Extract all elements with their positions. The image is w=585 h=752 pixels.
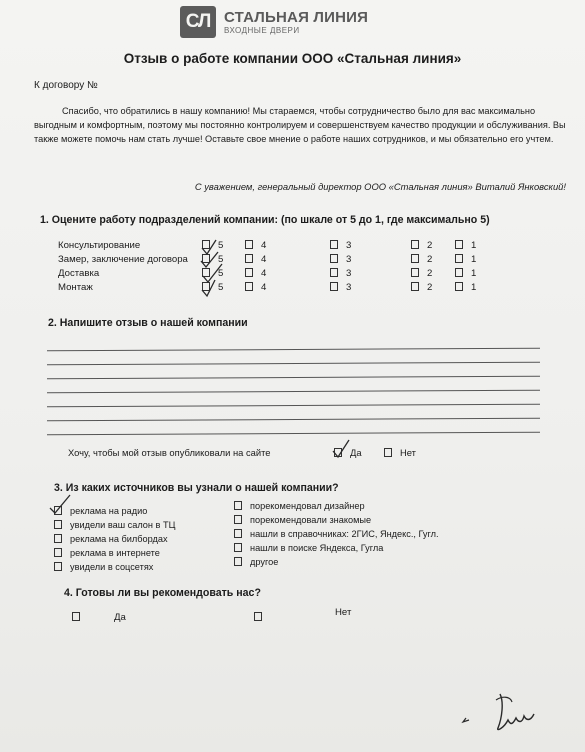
logo-text — [224, 10, 368, 35]
review-line[interactable] — [47, 404, 540, 408]
q2-title: 2. Напишите отзыв о нашей компании — [48, 317, 248, 329]
checkbox[interactable] — [234, 543, 242, 552]
review-line[interactable] — [47, 376, 540, 380]
rating-option-2[interactable]: 2 — [411, 268, 432, 279]
q4-title: 4. Готовы ли вы рекомендовать нас? — [64, 587, 261, 599]
checkbox[interactable] — [411, 254, 419, 263]
check-mark — [333, 440, 349, 457]
rating-option-5[interactable]: 5 — [202, 268, 223, 279]
checkbox[interactable] — [455, 268, 463, 277]
checkbox[interactable] — [245, 282, 253, 291]
source-option[interactable]: реклама в интернете — [54, 548, 160, 558]
rating-option-2[interactable]: 2 — [411, 240, 432, 251]
review-line[interactable] — [47, 348, 540, 352]
rating-option-4[interactable]: 4 — [245, 282, 266, 293]
check-mark — [201, 252, 218, 267]
checkbox[interactable] — [245, 240, 253, 249]
page-title: Отзыв о работе компании ООО «Стальная линия» — [123, 51, 462, 66]
checkbox[interactable] — [245, 254, 253, 263]
publish-question: Хочу, чтобы мой отзыв опубликовали на сайте — [68, 447, 271, 458]
source-option[interactable]: реклама на билбордах — [54, 534, 168, 544]
rating-option-3[interactable]: 3 — [330, 254, 351, 265]
source-option[interactable]: реклама на радио — [54, 506, 147, 516]
rating-option-1[interactable]: 1 — [455, 254, 476, 265]
checkbox[interactable] — [254, 612, 262, 621]
rating-option-1[interactable]: 1 — [455, 268, 476, 279]
checkbox[interactable] — [384, 448, 392, 457]
source-option[interactable]: увидели в соцсетях — [54, 562, 153, 572]
checkbox[interactable] — [411, 240, 419, 249]
checkbox[interactable] — [411, 282, 419, 291]
rating-option-3[interactable]: 3 — [330, 268, 351, 279]
check-mark — [50, 495, 70, 513]
rating-option-2[interactable]: 2 — [411, 254, 432, 265]
rating-option-2[interactable]: 2 — [411, 282, 432, 293]
checkbox[interactable] — [330, 282, 338, 291]
checkbox[interactable] — [54, 520, 62, 529]
source-option[interactable]: другое — [234, 557, 278, 567]
company-logo — [180, 6, 368, 38]
checkbox[interactable] — [72, 612, 80, 621]
rating-row-label: Доставка — [58, 268, 100, 279]
review-line[interactable] — [47, 432, 540, 436]
checkbox[interactable] — [330, 254, 338, 263]
source-option[interactable]: нашли в справочниках: 2ГИС, Яндекс., Гугл. — [234, 529, 439, 539]
handwritten-checkmark-publish — [330, 437, 354, 459]
check-mark — [202, 240, 216, 254]
rating-option-1[interactable]: 1 — [455, 282, 476, 293]
director-signature-line: С уважением, генеральный директор ООО «Стальная линия» Виталий Янковский! — [194, 181, 566, 192]
checkbox[interactable] — [234, 515, 242, 524]
rating-option-3[interactable]: 3 — [330, 282, 351, 293]
rating-row-label: Замер, заключение договора — [58, 254, 188, 265]
rating-option-1[interactable]: 1 — [455, 240, 476, 251]
recommend-yes-label: Да — [114, 612, 126, 623]
source-option[interactable]: увидели ваш салон в ТЦ — [54, 520, 175, 530]
rating-option-4[interactable]: 4 — [245, 240, 266, 251]
review-line[interactable] — [47, 390, 540, 394]
checkbox[interactable] — [245, 268, 253, 277]
recommend-no-label: Нет — [335, 607, 352, 618]
checkbox[interactable] — [411, 268, 419, 277]
rating-row-label: Монтаж — [58, 282, 93, 293]
checkbox[interactable] — [54, 548, 62, 557]
contract-label: К договору № — [34, 80, 98, 91]
checkbox[interactable] — [234, 529, 242, 538]
rating-option-5[interactable]: 5 — [202, 240, 223, 251]
checkbox[interactable] — [234, 557, 242, 566]
rating-option-4[interactable]: 4 — [245, 268, 266, 279]
recommend-no-checkbox[interactable] — [254, 612, 270, 623]
rating-option-4[interactable]: 4 — [245, 254, 266, 265]
handwritten-checkmarks-q1 — [196, 234, 230, 298]
review-line[interactable] — [47, 418, 540, 422]
publish-no-option[interactable]: Нет — [384, 447, 416, 458]
checkbox[interactable] — [330, 240, 338, 249]
logo-subtitle: ВХОДНЫЕ ДВЕРИ — [224, 25, 300, 35]
logo-name: СТАЛЬНАЯ ЛИНИЯ — [224, 8, 369, 26]
checkbox[interactable] — [455, 254, 463, 263]
source-option[interactable]: нашли в поиске Яндекса, Гугла — [234, 543, 383, 553]
rating-option-5[interactable]: 5 — [202, 282, 223, 293]
checkbox[interactable] — [54, 534, 62, 543]
source-option[interactable]: порекомендовали знакомые — [234, 515, 371, 525]
rating-option-5[interactable]: 5 — [202, 254, 223, 265]
recommend-yes-checkbox[interactable] — [72, 612, 88, 623]
review-line[interactable] — [47, 362, 540, 366]
rating-row-label: Консультирование — [58, 240, 141, 251]
publish-yes-option[interactable]: Да — [334, 447, 362, 458]
logo-mark: СЛ — [180, 6, 216, 38]
intro-paragraph: Спасибо, что обратились в нашу компанию! Мы стараемся, чтобы сотрудничество было для вас максимально выгодным и комфортным, поэтому мы постоянно контролируем и совершенствуем качество продукции и обслуживания. Вы также можете помочь нам стать лучше! Оставьте свое мнение о работе наших сотрудников, и мы обязательно его учтем. — [34, 106, 566, 144]
handwritten-checkmark-source — [46, 493, 74, 517]
checkbox[interactable] — [455, 282, 463, 291]
handwritten-signature — [460, 688, 550, 738]
intro-text — [34, 104, 579, 146]
checkbox[interactable] — [234, 501, 242, 510]
rating-option-3[interactable]: 3 — [330, 240, 351, 251]
q1-title: 1. Оцените работу подразделений компании: (по шкале от 5 до 1, где максимально 5) — [40, 214, 490, 226]
checkbox[interactable] — [455, 240, 463, 249]
checkbox[interactable] — [330, 268, 338, 277]
q3-title: 3. Из каких источников вы узнали о нашей компании? — [54, 482, 339, 494]
source-option[interactable]: порекомендовал дизайнер — [234, 501, 365, 511]
checkbox[interactable] — [54, 562, 62, 571]
